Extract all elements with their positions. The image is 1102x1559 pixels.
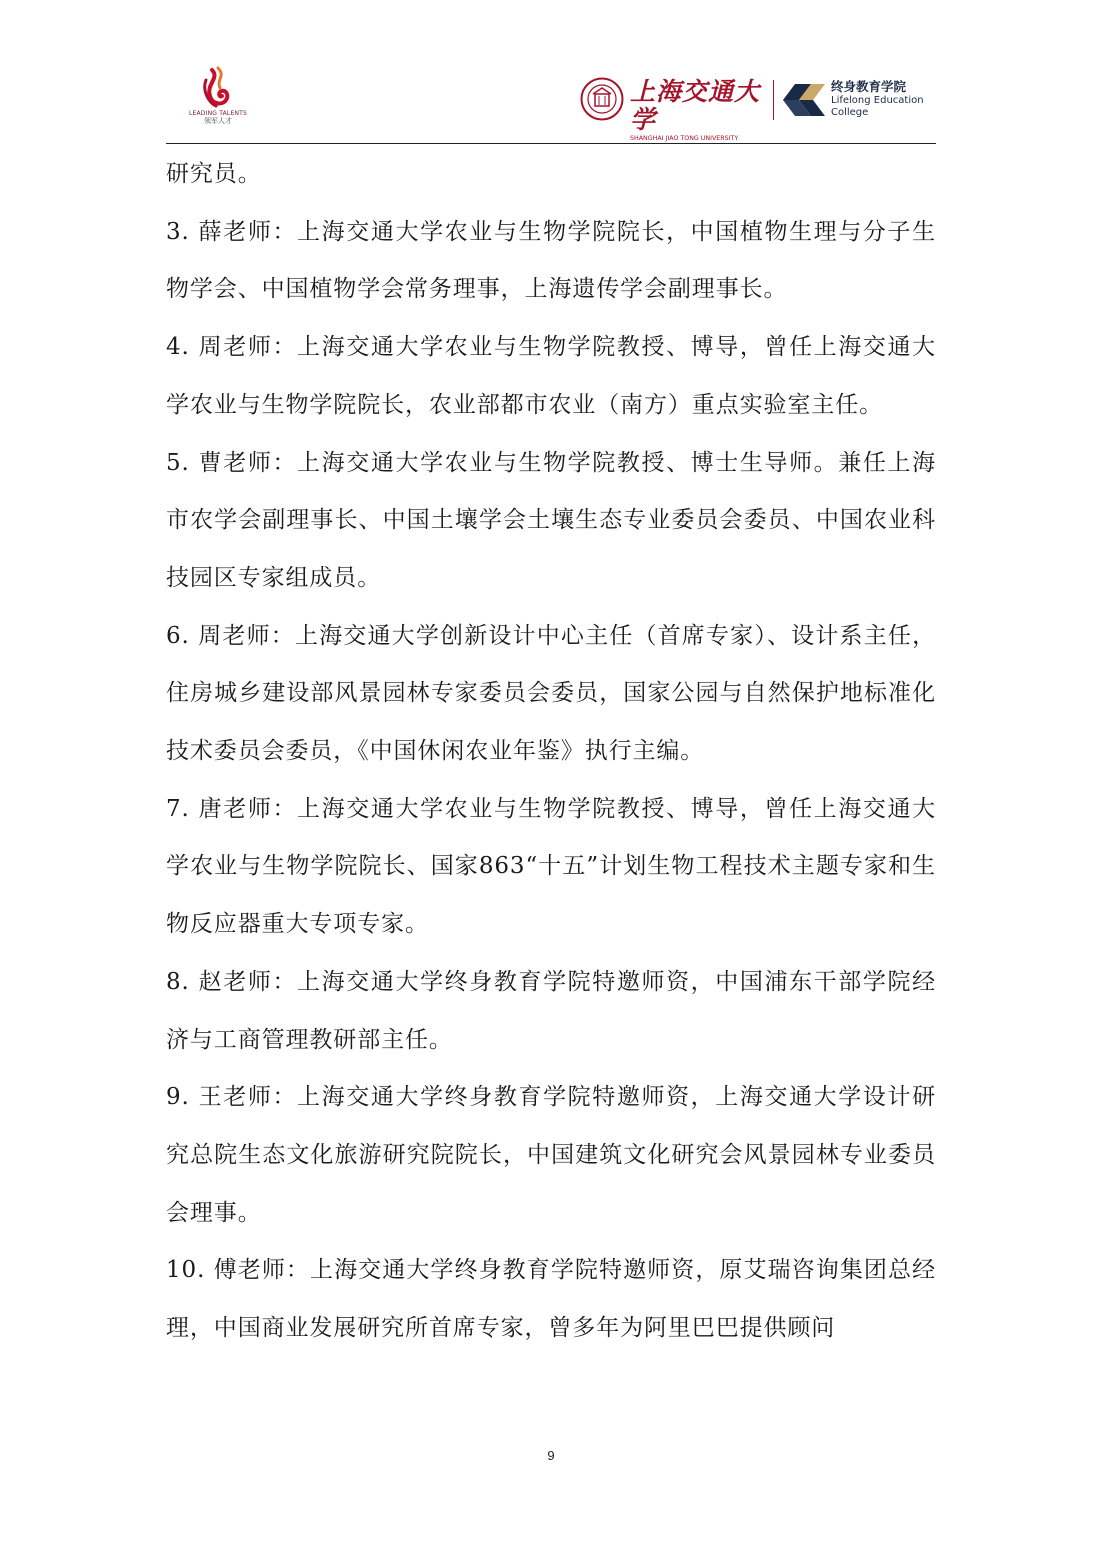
- left-logo-text-cn: 领军人才: [204, 117, 232, 125]
- sjtu-name-en: SHANGHAI JIAO TONG UNIVERSITY: [630, 135, 739, 142]
- header-logo-divider: [773, 80, 774, 120]
- page-number: 9: [547, 1448, 555, 1463]
- paragraph: 8. 赵老师：上海交通大学终身教育学院特邀师资，中国浦东干部学院经济与工商管理教研部主任。: [166, 968, 936, 1053]
- sjtu-wordmark: [630, 78, 765, 144]
- left-logo-text-en: LEADING TALENTS: [188, 110, 248, 117]
- paragraph: 研究员。: [166, 161, 262, 187]
- body-text: [166, 146, 936, 1358]
- leading-talents-logo: [178, 66, 258, 126]
- page-header: [0, 0, 1102, 150]
- paragraph: 9. 王老师：上海交通大学终身教育学院特邀师资，上海交通大学设计研究总院生态文化旅游研究院院长，中国建筑文化研究会风景园林专业委员会理事。: [166, 1084, 936, 1226]
- paragraph: 5. 曹老师：上海交通大学农业与生物学院教授、博士生导师。兼任上海市农学会副理事长、中国土壤学会土壤生态专业委员会委员、中国农业科技园区专家组成员。: [166, 449, 936, 591]
- paragraph: 3. 薛老师：上海交通大学农业与生物学院院长，中国植物生理与分子生物学会、中国植物学会常务理事，上海遗传学会副理事长。: [166, 218, 936, 303]
- sjtu-seal-logo: [580, 77, 624, 121]
- lifelong-education-cube-icon: [781, 80, 827, 120]
- college-name-en-line2: College: [831, 107, 869, 118]
- sjtu-seal-icon: [580, 77, 624, 121]
- paragraph: 10. 傅老师：上海交通大学终身教育学院特邀师资，原艾瑞咨询集团总经理，中国商业发展研究所首席专家，曾多年为阿里巴巴提供顾问: [166, 1257, 936, 1342]
- paragraph: 6. 周老师：上海交通大学创新设计中心主任（首席专家）、设计系主任，住房城乡建设部风景园林专家委员会委员，国家公园与自然保护地标准化技术委员会委员，《中国休闲农业年鉴》执行主编。: [166, 622, 936, 765]
- flame-logo-icon: [198, 66, 238, 110]
- college-name-cn: 终身教育学院: [831, 79, 907, 94]
- paragraph: 7. 唐老师：上海交通大学农业与生物学院教授、博导，曾任上海交通大学农业与生物学院院长、国家863“十五”计划生物工程技术主题专家和生物反应器重大专项专家。: [166, 795, 936, 938]
- lifelong-education-logo: [781, 80, 827, 120]
- header-rule: [166, 143, 936, 144]
- college-wordmark: [831, 79, 924, 119]
- sjtu-name-cn: 上海交通大学: [630, 77, 761, 134]
- college-name-en-line1: Lifelong Education: [831, 95, 924, 106]
- paragraph: 4. 周老师：上海交通大学农业与生物学院教授、博导，曾任上海交通大学农业与生物学院院长，农业部都市农业（南方）重点实验室主任。: [166, 334, 936, 418]
